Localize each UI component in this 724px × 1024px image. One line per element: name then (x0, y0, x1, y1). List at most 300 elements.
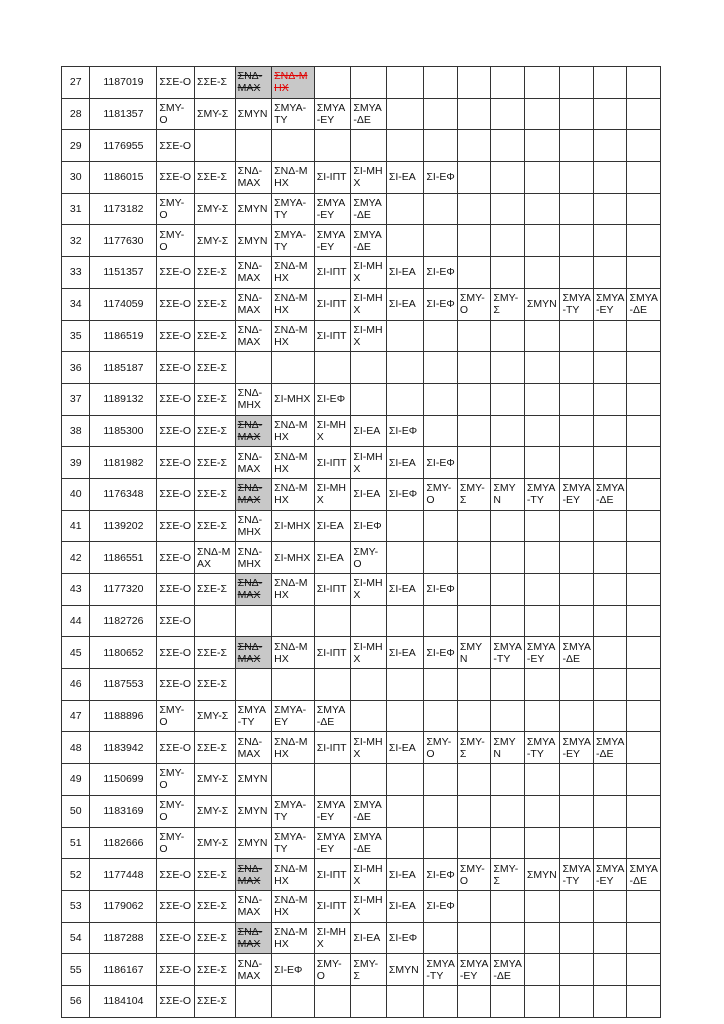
code-cell: ΣΜΥΑ-ΔΕ (351, 795, 387, 827)
empty-cell (524, 67, 560, 99)
empty-cell (457, 764, 491, 796)
empty-cell (524, 922, 560, 954)
row-id: 1187019 (90, 67, 157, 99)
empty-cell (272, 669, 315, 701)
code-cell: ΣΙ-ΜΗΧ (272, 383, 315, 415)
table-row (62, 985, 661, 1017)
row-number: 34 (62, 288, 90, 320)
code-cell: ΣΣΕ-Σ (194, 415, 235, 447)
empty-cell (491, 193, 525, 225)
row-id: 1181982 (90, 447, 157, 479)
empty-cell (424, 985, 458, 1017)
empty-cell (386, 827, 424, 859)
empty-cell (491, 827, 525, 859)
code-cell: ΣΜΥΑ-ΤΥ (560, 288, 594, 320)
empty-cell (627, 320, 661, 352)
code-cell: ΣΜΥ-Σ (194, 795, 235, 827)
empty-cell (235, 130, 272, 162)
code-cell: ΣΙ-ΕΑ (314, 510, 351, 542)
empty-cell (491, 130, 525, 162)
empty-cell (457, 98, 491, 130)
empty-cell (524, 415, 560, 447)
code-cell: ΣΜΥ-Ο (424, 478, 458, 510)
empty-cell (491, 764, 525, 796)
row-id: 1151357 (90, 257, 157, 289)
empty-cell (560, 764, 594, 796)
code-cell: ΣΜΥΑ-ΕΥ (314, 98, 351, 130)
empty-cell (627, 764, 661, 796)
row-number: 31 (62, 193, 90, 225)
empty-cell (491, 257, 525, 289)
empty-cell (560, 162, 594, 194)
row-number: 40 (62, 478, 90, 510)
empty-cell (424, 67, 458, 99)
empty-cell (491, 890, 525, 922)
empty-cell (524, 447, 560, 479)
row-id: 1176348 (90, 478, 157, 510)
code-cell: ΣΜΥ-Ο (314, 954, 351, 986)
empty-cell (560, 795, 594, 827)
table-row (62, 67, 661, 99)
empty-cell (386, 383, 424, 415)
code-cell: ΣΝΔ-ΜΑΧ (235, 859, 272, 891)
empty-cell (424, 225, 458, 257)
row-id: 1182726 (90, 605, 157, 637)
empty-cell (593, 352, 627, 384)
empty-cell (386, 700, 424, 732)
code-cell: ΣΙ-ΜΗΧ (351, 162, 387, 194)
code-cell: ΣΣΕ-Σ (194, 985, 235, 1017)
code-cell: ΣΝΔ-ΜΗΧ (235, 383, 272, 415)
code-cell: ΣΙ-ΕΑ (386, 574, 424, 606)
empty-cell (457, 320, 491, 352)
empty-cell (524, 257, 560, 289)
code-cell: ΣΙ-ΜΗΧ (351, 447, 387, 479)
empty-cell (424, 764, 458, 796)
empty-cell (627, 795, 661, 827)
empty-cell (524, 162, 560, 194)
code-cell: ΣΣΕ-Ο (157, 130, 195, 162)
row-number: 42 (62, 542, 90, 574)
code-cell: ΣΙ-ΕΑ (386, 637, 424, 669)
code-cell: ΣΜΥΝ (386, 954, 424, 986)
empty-cell (593, 542, 627, 574)
row-id: 1174059 (90, 288, 157, 320)
code-cell: ΣΜΥΑ-ΤΥ (491, 637, 525, 669)
code-cell: ΣΜΥΝ (524, 859, 560, 891)
empty-cell (235, 985, 272, 1017)
code-cell: ΣΜΥΑ-ΤΥ (424, 954, 458, 986)
row-id: 1185187 (90, 352, 157, 384)
code-cell: ΣΜΥΝ (235, 827, 272, 859)
row-id: 1189132 (90, 383, 157, 415)
table-row (62, 574, 661, 606)
code-cell: ΣΣΕ-Σ (194, 669, 235, 701)
code-cell: ΣΝΔ-ΜΑΧ (235, 320, 272, 352)
empty-cell (593, 890, 627, 922)
code-cell: ΣΜΥΑ-ΔΕ (491, 954, 525, 986)
empty-cell (560, 225, 594, 257)
empty-cell (593, 922, 627, 954)
row-number: 39 (62, 447, 90, 479)
empty-cell (560, 890, 594, 922)
empty-cell (351, 383, 387, 415)
code-cell: ΣΜΥΑ-ΕΥ (560, 732, 594, 764)
row-id: 1182666 (90, 827, 157, 859)
code-cell: ΣΣΕ-Ο (157, 637, 195, 669)
code-cell: ΣΙ-ΙΠΤ (314, 320, 351, 352)
row-number: 45 (62, 637, 90, 669)
empty-cell (351, 764, 387, 796)
empty-cell (627, 257, 661, 289)
empty-cell (560, 985, 594, 1017)
code-cell: ΣΙ-ΕΦ (351, 510, 387, 542)
code-cell: ΣΜΥ-Σ (194, 193, 235, 225)
empty-cell (457, 700, 491, 732)
code-cell: ΣΣΕ-Σ (194, 478, 235, 510)
empty-cell (457, 225, 491, 257)
empty-cell (627, 637, 661, 669)
empty-cell (491, 162, 525, 194)
empty-cell (457, 510, 491, 542)
row-number: 55 (62, 954, 90, 986)
empty-cell (627, 574, 661, 606)
empty-cell (593, 98, 627, 130)
row-number: 36 (62, 352, 90, 384)
code-cell: ΣΝΔ-ΜΗΧ (272, 162, 315, 194)
row-number: 49 (62, 764, 90, 796)
table-row (62, 605, 661, 637)
row-number: 41 (62, 510, 90, 542)
code-cell: ΣΣΕ-Ο (157, 257, 195, 289)
row-id: 1186167 (90, 954, 157, 986)
row-id: 1184104 (90, 985, 157, 1017)
empty-cell (457, 542, 491, 574)
code-cell: ΣΝΔ-ΜΗΧ (272, 859, 315, 891)
table-row (62, 795, 661, 827)
code-cell: ΣΣΕ-Ο (157, 162, 195, 194)
empty-cell (314, 352, 351, 384)
empty-cell (524, 669, 560, 701)
code-cell: ΣΜΥΝ (524, 288, 560, 320)
code-cell: ΣΜΥ-Ο (157, 764, 195, 796)
code-cell: ΣΝΔ-ΜΑΧ (235, 67, 272, 99)
code-cell: ΣΜΥ-Σ (491, 859, 525, 891)
empty-cell (194, 130, 235, 162)
empty-cell (351, 352, 387, 384)
empty-cell (351, 700, 387, 732)
code-cell: ΣΙ-ΜΗΧ (351, 574, 387, 606)
code-cell: ΣΜΥΑ-ΤΥ (524, 732, 560, 764)
code-cell: ΣΜΥΑ-ΔΕ (351, 225, 387, 257)
empty-cell (491, 574, 525, 606)
table-row (62, 478, 661, 510)
table-row (62, 193, 661, 225)
empty-cell (560, 193, 594, 225)
empty-cell (424, 98, 458, 130)
code-cell: ΣΙ-ΕΑ (386, 162, 424, 194)
empty-cell (524, 764, 560, 796)
empty-cell (593, 510, 627, 542)
empty-cell (593, 130, 627, 162)
code-cell: ΣΣΕ-Ο (157, 954, 195, 986)
code-cell: ΣΙ-ΕΦ (424, 890, 458, 922)
table-row (62, 352, 661, 384)
empty-cell (351, 130, 387, 162)
row-number: 28 (62, 98, 90, 130)
code-cell: ΣΣΕ-Σ (194, 67, 235, 99)
code-cell: ΣΙ-ΙΠΤ (314, 257, 351, 289)
code-cell: ΣΙ-ΜΗΧ (314, 922, 351, 954)
empty-cell (457, 383, 491, 415)
code-cell: ΣΜΥΑ-ΕΥ (593, 288, 627, 320)
empty-cell (351, 669, 387, 701)
code-cell: ΣΣΕ-Ο (157, 352, 195, 384)
code-cell: ΣΙ-ΕΦ (386, 478, 424, 510)
code-cell: ΣΝΔ-ΜΗΧ (272, 447, 315, 479)
empty-cell (235, 352, 272, 384)
code-cell: ΣΜΥΑ-ΕΥ (272, 700, 315, 732)
code-cell: ΣΣΕ-Σ (194, 732, 235, 764)
code-cell: ΣΣΕ-Ο (157, 922, 195, 954)
empty-cell (386, 669, 424, 701)
empty-cell (386, 542, 424, 574)
empty-cell (457, 67, 491, 99)
code-cell: ΣΙ-ΕΑ (351, 415, 387, 447)
code-cell: ΣΙ-ΙΠΤ (314, 732, 351, 764)
empty-cell (457, 447, 491, 479)
row-id: 1177630 (90, 225, 157, 257)
code-cell: ΣΙ-ΙΠΤ (314, 574, 351, 606)
empty-cell (560, 669, 594, 701)
empty-cell (560, 352, 594, 384)
row-number: 27 (62, 67, 90, 99)
code-cell: ΣΣΕ-Σ (194, 352, 235, 384)
empty-cell (560, 574, 594, 606)
code-cell: ΣΙ-ΕΦ (272, 954, 315, 986)
empty-cell (491, 383, 525, 415)
code-cell: ΣΜΥ-Ο (157, 225, 195, 257)
code-cell: ΣΜΥΑ-ΕΥ (314, 193, 351, 225)
empty-cell (593, 954, 627, 986)
empty-cell (457, 922, 491, 954)
table-row (62, 954, 661, 986)
empty-cell (593, 827, 627, 859)
code-cell: ΣΣΕ-Ο (157, 383, 195, 415)
code-cell: ΣΙ-ΜΗΧ (314, 478, 351, 510)
empty-cell (424, 795, 458, 827)
empty-cell (235, 669, 272, 701)
empty-cell (386, 352, 424, 384)
row-id: 1176955 (90, 130, 157, 162)
code-cell: ΣΜΥ-Σ (457, 478, 491, 510)
empty-cell (491, 67, 525, 99)
code-cell: ΣΜΥ-Σ (194, 98, 235, 130)
empty-cell (457, 574, 491, 606)
empty-cell (524, 320, 560, 352)
row-number: 43 (62, 574, 90, 606)
empty-cell (491, 510, 525, 542)
empty-cell (457, 827, 491, 859)
code-cell: ΣΙ-ΕΑ (386, 447, 424, 479)
empty-cell (194, 605, 235, 637)
empty-cell (491, 605, 525, 637)
empty-cell (424, 320, 458, 352)
empty-cell (560, 415, 594, 447)
empty-cell (457, 605, 491, 637)
code-cell: ΣΜΥΝ (235, 764, 272, 796)
row-number: 30 (62, 162, 90, 194)
row-id: 1187288 (90, 922, 157, 954)
empty-cell (386, 225, 424, 257)
code-cell: ΣΜΥΑ-ΕΥ (524, 637, 560, 669)
code-cell: ΣΝΔ-ΜΗΧ (272, 574, 315, 606)
code-cell: ΣΜΥΑ-ΔΕ (593, 478, 627, 510)
code-cell: ΣΣΕ-Σ (194, 257, 235, 289)
empty-cell (491, 985, 525, 1017)
empty-cell (314, 67, 351, 99)
code-cell: ΣΜΥ-Ο (157, 98, 195, 130)
code-cell: ΣΜΥ-Σ (491, 288, 525, 320)
row-id: 1177320 (90, 574, 157, 606)
code-cell: ΣΙ-ΜΗΧ (351, 637, 387, 669)
row-id: 1183169 (90, 795, 157, 827)
row-id: 1185300 (90, 415, 157, 447)
empty-cell (314, 605, 351, 637)
code-cell: ΣΙ-ΜΗΧ (351, 288, 387, 320)
empty-cell (627, 827, 661, 859)
code-cell: ΣΙ-ΜΗΧ (351, 859, 387, 891)
row-id: 1188896 (90, 700, 157, 732)
empty-cell (457, 985, 491, 1017)
code-cell: ΣΜΥ-Σ (351, 954, 387, 986)
empty-cell (627, 542, 661, 574)
empty-cell (491, 447, 525, 479)
code-cell: ΣΜΥ-Σ (457, 732, 491, 764)
empty-cell (457, 669, 491, 701)
code-cell: ΣΙ-ΕΑ (386, 732, 424, 764)
code-cell: ΣΙ-ΙΠΤ (314, 637, 351, 669)
code-cell: ΣΜΥ-Ο (351, 542, 387, 574)
empty-cell (386, 605, 424, 637)
empty-cell (593, 700, 627, 732)
code-cell: ΣΜΥΑ-ΔΕ (351, 193, 387, 225)
code-cell: ΣΙ-ΜΗΧ (314, 415, 351, 447)
row-number: 50 (62, 795, 90, 827)
empty-cell (627, 98, 661, 130)
code-cell: ΣΙ-ΕΦ (424, 574, 458, 606)
empty-cell (457, 257, 491, 289)
empty-cell (560, 922, 594, 954)
empty-cell (457, 352, 491, 384)
empty-cell (593, 795, 627, 827)
table-row (62, 510, 661, 542)
table-row (62, 225, 661, 257)
empty-cell (627, 510, 661, 542)
row-id: 1179062 (90, 890, 157, 922)
code-cell: ΣΙ-ΕΑ (386, 890, 424, 922)
empty-cell (386, 985, 424, 1017)
code-cell: ΣΝΔ-ΜΑΧ (235, 447, 272, 479)
code-cell: ΣΣΕ-Ο (157, 890, 195, 922)
empty-cell (560, 383, 594, 415)
code-cell: ΣΙ-ΙΠΤ (314, 859, 351, 891)
code-cell: ΣΣΕ-Ο (157, 732, 195, 764)
empty-cell (627, 225, 661, 257)
code-cell: ΣΝΔ-ΜΑΧ (235, 478, 272, 510)
code-cell: ΣΣΕ-Σ (194, 890, 235, 922)
empty-cell (272, 130, 315, 162)
code-cell: ΣΜΥΑ-ΤΥ (560, 859, 594, 891)
empty-cell (593, 162, 627, 194)
code-cell: ΣΝΔ-ΜΗΧ (272, 637, 315, 669)
row-number: 38 (62, 415, 90, 447)
empty-cell (424, 605, 458, 637)
code-cell: ΣΝΔ-ΜΗΧ (272, 320, 315, 352)
code-cell: ΣΙ-ΕΦ (424, 162, 458, 194)
empty-cell (524, 827, 560, 859)
empty-cell (593, 225, 627, 257)
code-cell: ΣΝΔ-ΜΑΧ (235, 415, 272, 447)
row-number: 51 (62, 827, 90, 859)
code-cell: ΣΜΥΑ-ΤΥ (235, 700, 272, 732)
empty-cell (424, 352, 458, 384)
code-cell: ΣΣΕ-Ο (157, 985, 195, 1017)
empty-cell (424, 130, 458, 162)
row-id: 1150699 (90, 764, 157, 796)
table-row (62, 130, 661, 162)
empty-cell (457, 162, 491, 194)
empty-cell (560, 510, 594, 542)
table-row (62, 383, 661, 415)
table-row (62, 732, 661, 764)
code-cell: ΣΜΥΑ-ΕΥ (314, 827, 351, 859)
table-row (62, 859, 661, 891)
table-row (62, 764, 661, 796)
empty-cell (491, 700, 525, 732)
empty-cell (457, 415, 491, 447)
code-cell: ΣΙ-ΕΑ (386, 859, 424, 891)
code-cell: ΣΜΥΑ-ΔΕ (593, 732, 627, 764)
empty-cell (627, 954, 661, 986)
empty-cell (627, 605, 661, 637)
empty-cell (272, 985, 315, 1017)
empty-cell (351, 605, 387, 637)
empty-cell (627, 447, 661, 479)
empty-cell (524, 574, 560, 606)
empty-cell (424, 542, 458, 574)
code-cell: ΣΜΥ-Σ (194, 764, 235, 796)
empty-cell (560, 98, 594, 130)
empty-cell (560, 67, 594, 99)
empty-cell (524, 130, 560, 162)
code-cell: ΣΝΔ-ΜΑΧ (235, 922, 272, 954)
empty-cell (524, 542, 560, 574)
row-number: 48 (62, 732, 90, 764)
code-cell: ΣΣΕ-Σ (194, 574, 235, 606)
empty-cell (314, 130, 351, 162)
row-number: 46 (62, 669, 90, 701)
empty-cell (424, 510, 458, 542)
empty-cell (491, 669, 525, 701)
empty-cell (314, 985, 351, 1017)
empty-cell (560, 320, 594, 352)
empty-cell (627, 922, 661, 954)
code-cell: ΣΣΕ-Ο (157, 669, 195, 701)
code-cell: ΣΙ-ΕΦ (424, 257, 458, 289)
code-cell: ΣΜΥΑ-ΕΥ (457, 954, 491, 986)
code-cell: ΣΜΥΝ (235, 98, 272, 130)
